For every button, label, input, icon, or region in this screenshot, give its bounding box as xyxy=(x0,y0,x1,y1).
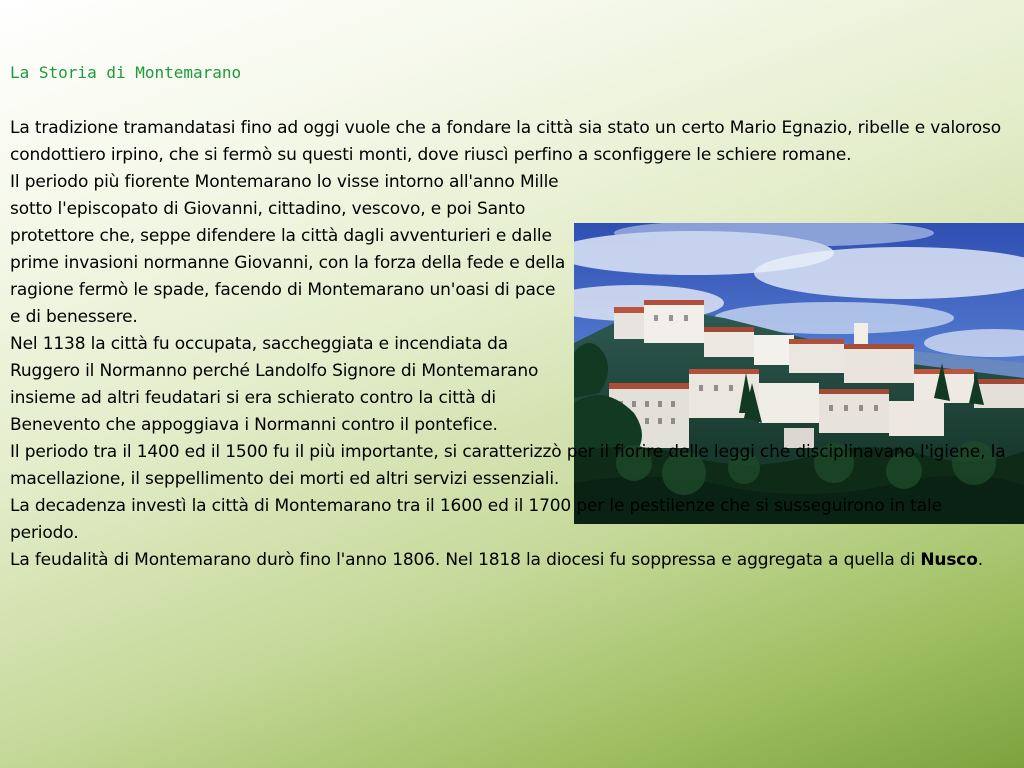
paragraph-mille: Il periodo più fiorente Montemarano lo visse intorno all'anno Mille sotto l'episcopato di Giovanni, cittadino, vescovo, e poi Santo protettore che, seppe difendere la città dagli avventurieri e dalle prime invasioni normanne Giovanni, con la forza della fede e della ragione fermò le spade, facendo di Montemarano un'oasi di pace e di benessere. xyxy=(10,172,566,327)
paragraph-1138: Nel 1138 la città fu occupata, saccheggiata e incendiata da Ruggero il Normanno perché Landolfo Signore di Montemarano insieme ad altri feudatari si era schierato contro la città di Benevento che appoggiava i Normanni contro il pontefice. xyxy=(10,334,539,435)
paragraph-1400-1500: Il periodo tra il 1400 ed il 1500 fu il più importante, si caratterizzò per il fiorire delle leggi che disciplinavano l'igiene, la macellazione, il seppellimento dei morti ed altri servizi essenziali. xyxy=(10,442,1006,489)
paragraph-founding: La tradizione tramandatasi fino ad oggi vuole che a fondare la città sia stato un certo Mario Egnazio, ribelle e valoroso condottiero irpino, che si fermò su questi monti, dove riuscì perfino a sconfiggere le schiere romane. xyxy=(10,118,1001,165)
feudalita-text: La feudalità di Montemarano durò fino l'anno 1806. Nel 1818 la diocesi fu soppressa e aggregata a quella di xyxy=(10,550,921,570)
history-text xyxy=(10,115,1015,574)
feudalita-end: . xyxy=(977,550,984,570)
nusco-bold: Nusco xyxy=(920,550,978,570)
paragraph-decadenza: La decadenza investì la città di Montemarano tra il 1600 ed il 1700 per le pestilenze che si susseguirono in tale periodo. xyxy=(10,496,942,543)
page-title: La Storia di Montemarano xyxy=(10,63,242,82)
paragraph-feudalita xyxy=(10,547,1015,574)
